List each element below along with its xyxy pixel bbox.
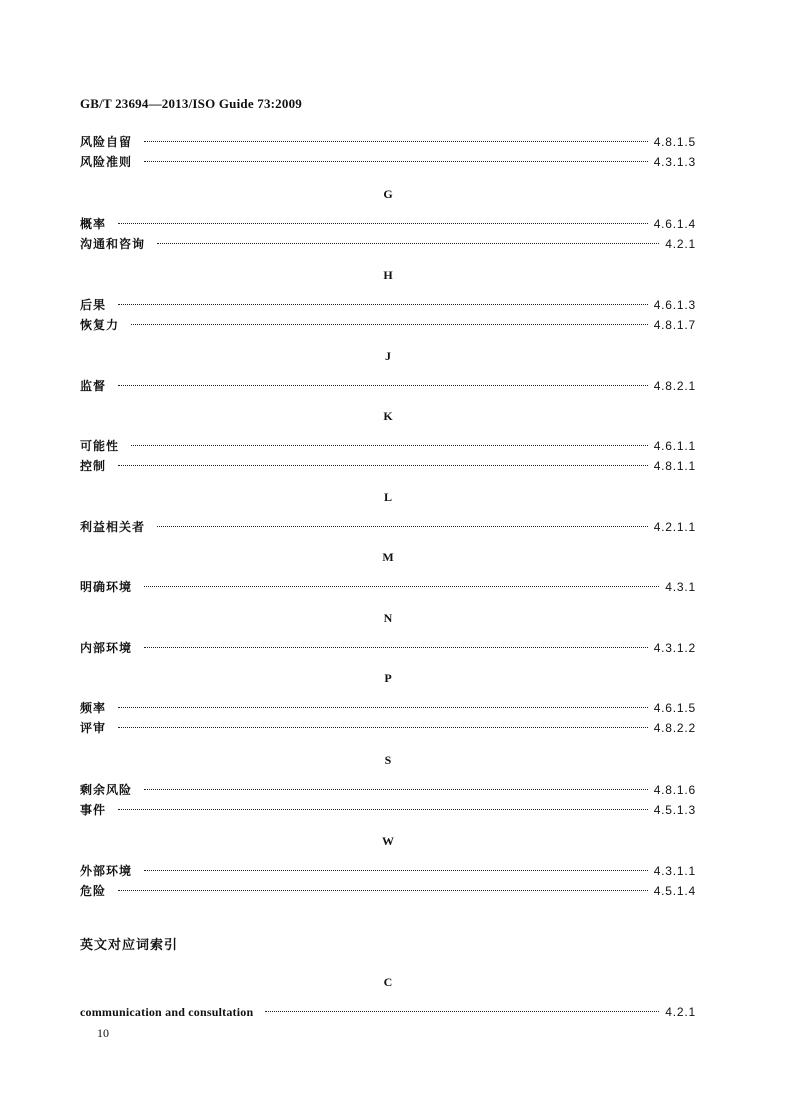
index-term: 事件 <box>80 803 107 817</box>
index-term: 外部环境 <box>80 864 133 878</box>
dot-leader <box>144 161 648 162</box>
clause-reference: 4.3.1 <box>665 580 696 594</box>
index-entry <box>80 882 696 900</box>
index-entry <box>80 518 696 536</box>
dot-leader <box>118 707 648 708</box>
clause-reference: 4.5.1.3 <box>653 803 696 817</box>
index-letter-heading: W <box>382 834 394 848</box>
clause-reference: 4.2.1 <box>665 1005 696 1019</box>
document-header: GB/T 23694—2013/ISO Guide 73:2009 <box>80 96 302 111</box>
index-term: 风险准则 <box>80 155 133 169</box>
clause-reference: 4.8.1.5 <box>653 135 696 149</box>
index-entry <box>80 1003 696 1021</box>
index-letter-heading: L <box>383 490 392 504</box>
dot-leader <box>118 465 648 466</box>
dot-leader <box>157 243 659 244</box>
clause-reference: 4.6.1.3 <box>653 298 696 312</box>
dot-leader <box>118 809 648 810</box>
clause-reference: 4.8.2.2 <box>653 721 696 735</box>
index-entry <box>80 457 696 475</box>
index-letter-heading: J <box>385 349 391 363</box>
dot-leader <box>144 647 648 648</box>
index-term: 恢复力 <box>80 318 120 332</box>
index-term: 监督 <box>80 379 107 393</box>
clause-reference: 4.5.1.4 <box>653 884 696 898</box>
index-letter-heading: H <box>383 268 393 282</box>
index-entry <box>80 235 696 253</box>
dot-leader <box>118 385 648 386</box>
index-entry <box>80 578 696 596</box>
dot-leader <box>157 526 648 527</box>
dot-leader <box>144 870 648 871</box>
clause-reference: 4.8.1.1 <box>653 459 696 473</box>
english-index-title: 英文对应词索引 <box>80 938 179 953</box>
clause-reference: 4.6.1.1 <box>653 439 696 453</box>
dot-leader <box>118 304 648 305</box>
index-term: 频率 <box>80 701 107 715</box>
index-letter-heading: K <box>383 409 393 423</box>
index-term: communication and consultation <box>80 1005 254 1019</box>
index-entry <box>80 133 696 151</box>
index-letter-heading: S <box>384 753 392 767</box>
index-entry <box>80 639 696 657</box>
index-entry <box>80 699 696 717</box>
clause-reference: 4.2.1.1 <box>653 520 696 534</box>
index-term: 后果 <box>80 298 107 312</box>
index-entry <box>80 719 696 737</box>
index-term: 危险 <box>80 884 107 898</box>
clause-reference: 4.8.2.1 <box>653 379 696 393</box>
index-term: 剩余风险 <box>80 783 133 797</box>
index-entry <box>80 316 696 334</box>
index-entry <box>80 781 696 799</box>
index-letter-heading: N <box>383 611 393 625</box>
index-entry <box>80 377 696 395</box>
dot-leader <box>144 141 648 142</box>
index-letter-heading: C <box>383 975 393 989</box>
dot-leader <box>131 324 648 325</box>
index-term: 沟通和咨询 <box>80 237 146 251</box>
index-entry <box>80 296 696 314</box>
clause-reference: 4.3.1.3 <box>653 155 696 169</box>
index-letter-heading: G <box>383 187 393 201</box>
page-number: 10 <box>97 1026 109 1040</box>
dot-leader <box>144 586 659 587</box>
clause-reference: 4.2.1 <box>665 237 696 251</box>
index-letter-heading: P <box>384 671 392 685</box>
clause-reference: 4.3.1.1 <box>653 864 696 878</box>
index-term: 可能性 <box>80 439 120 453</box>
index-entry <box>80 153 696 171</box>
clause-reference: 4.6.1.5 <box>653 701 696 715</box>
index-entry <box>80 215 696 233</box>
index-letter-heading: M <box>382 550 394 564</box>
clause-reference: 4.6.1.4 <box>653 217 696 231</box>
index-term: 内部环境 <box>80 641 133 655</box>
index-entry <box>80 862 696 880</box>
index-term: 利益相关者 <box>80 520 146 534</box>
index-term: 评审 <box>80 721 107 735</box>
index-term: 明确环境 <box>80 580 133 594</box>
clause-reference: 4.8.1.6 <box>653 783 696 797</box>
dot-leader <box>144 789 648 790</box>
dot-leader <box>118 223 648 224</box>
index-term: 风险自留 <box>80 135 133 149</box>
clause-reference: 4.8.1.7 <box>653 318 696 332</box>
index-term: 概率 <box>80 217 107 231</box>
clause-reference: 4.3.1.2 <box>653 641 696 655</box>
dot-leader <box>265 1011 659 1012</box>
index-term: 控制 <box>80 459 107 473</box>
index-entry <box>80 437 696 455</box>
index-entry <box>80 801 696 819</box>
dot-leader <box>118 727 648 728</box>
dot-leader <box>131 445 648 446</box>
dot-leader <box>118 890 648 891</box>
